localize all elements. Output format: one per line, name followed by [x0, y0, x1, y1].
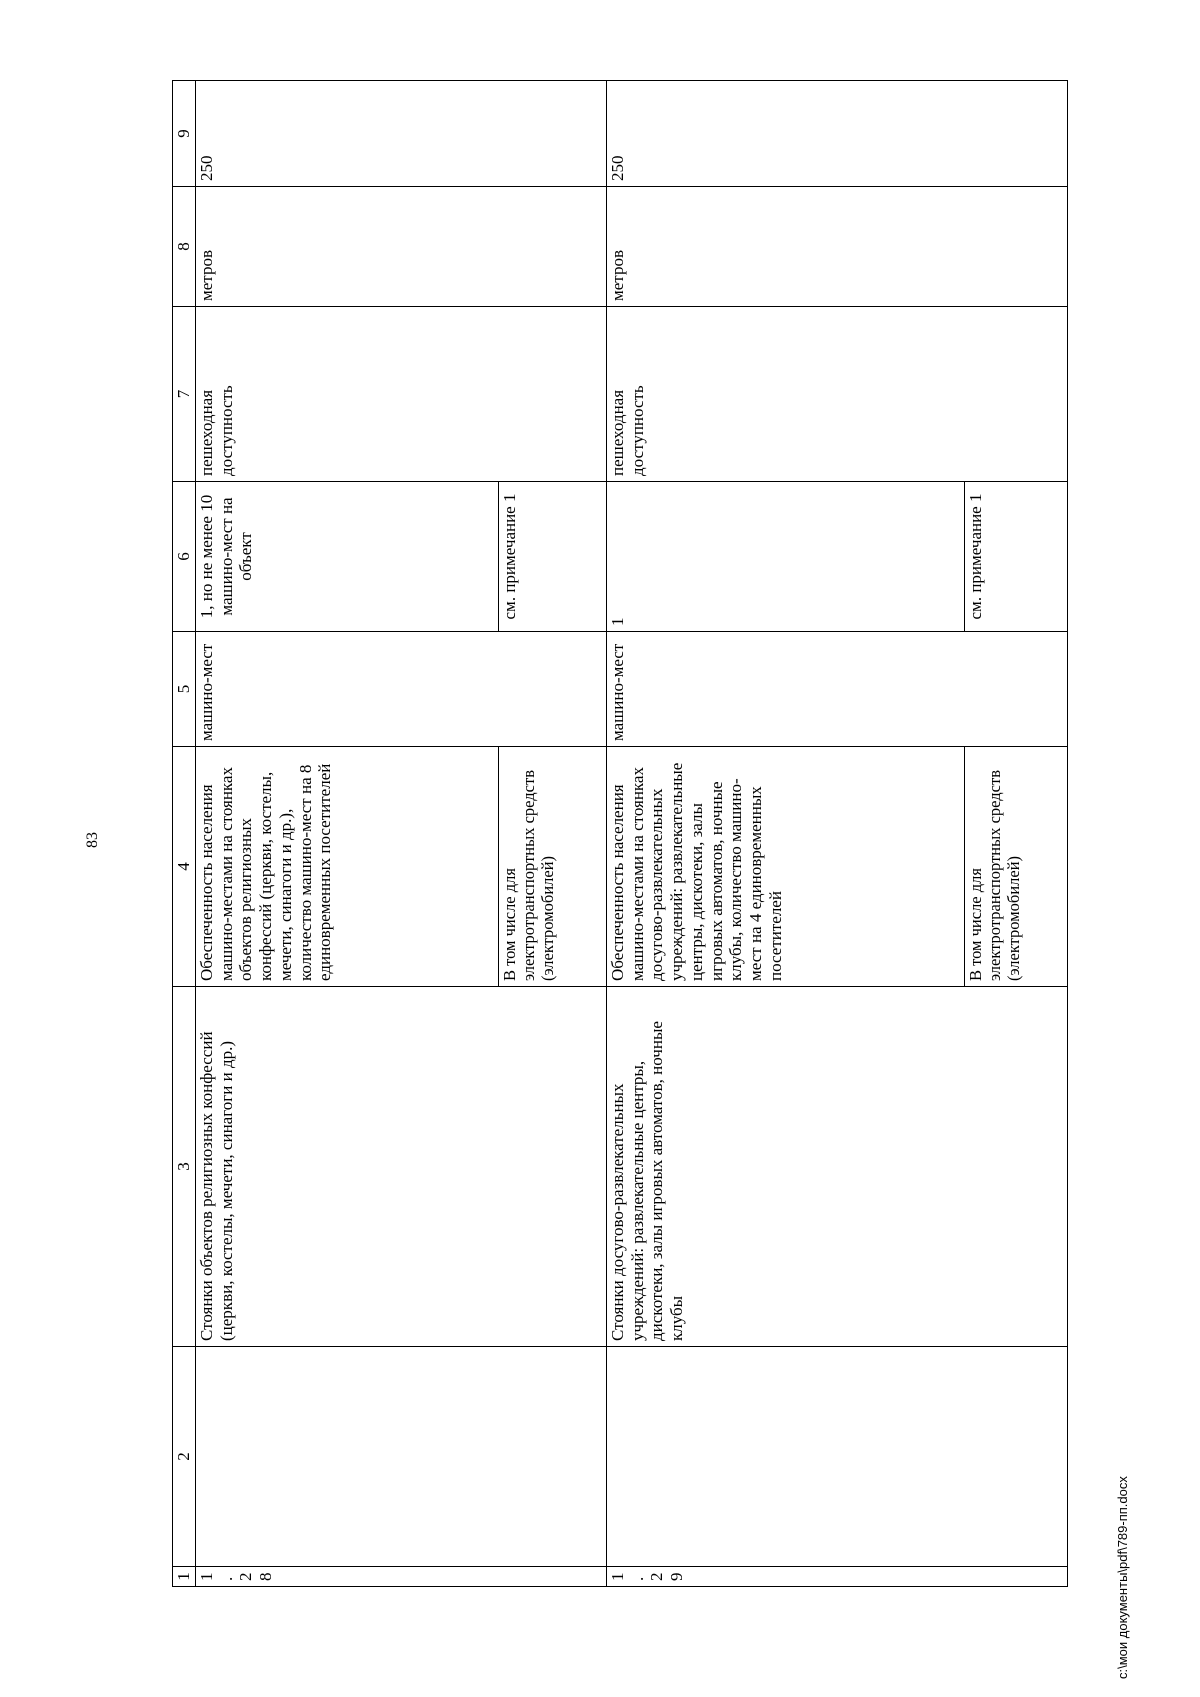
- column-header: 4: [173, 747, 196, 987]
- row-indicator: Обеспеченность населения машино-местами на стоянках досугово-развлекательных учреждений: развлекательные центры, дискотеки, залы игровых автоматов, ночные клубы, количество машино-мест на 4 единовременных посетителей: [607, 747, 965, 987]
- row-number: 1.29: [607, 1567, 1068, 1587]
- row-unit: машино-мест: [196, 632, 607, 747]
- column-header: 5: [173, 632, 196, 747]
- column-header: 2: [173, 1347, 196, 1567]
- row-value: 1: [607, 482, 965, 632]
- column-header: 7: [173, 307, 196, 482]
- row-sub-indicator: В том числе для электротранспортных средств (электромобилей): [965, 747, 1068, 987]
- rotated-table-wrapper: [172, 81, 1107, 1587]
- column-header: 1: [173, 1567, 196, 1587]
- row-sub-indicator: В том числе для электротранспортных средств (электромобилей): [499, 747, 607, 987]
- row-value: 1, но не менее 10 машино-мест на объект: [196, 482, 499, 632]
- column-header: 8: [173, 187, 196, 307]
- row-access-unit: метров: [607, 187, 1068, 307]
- row-name: Стоянки досугово-развлекательных учреждений: развлекательные центры, дискотеки, залы игровых автоматов, ночные клубы: [607, 987, 1068, 1347]
- column-header: 6: [173, 482, 196, 632]
- row-name: Стоянки объектов религиозных конфессий (церкви, костелы, мечети, синагоги и др.): [196, 987, 607, 1347]
- row-sub-value: см. примечание 1: [965, 482, 1068, 632]
- column-header: 9: [173, 81, 196, 187]
- page-number: 83: [84, 832, 101, 848]
- row-col2: [196, 1347, 607, 1567]
- row-sub-value: см. примечание 1: [499, 482, 607, 632]
- row-access-value: 250: [196, 81, 607, 187]
- row-unit: машино-мест: [607, 632, 1068, 747]
- row-access-value: 250: [607, 81, 1068, 187]
- column-header: 3: [173, 987, 196, 1347]
- header-row: [173, 81, 196, 1587]
- row-col2: [607, 1347, 1068, 1567]
- table-row: [196, 81, 499, 1587]
- row-access: пешеходная доступность: [196, 307, 607, 482]
- row-number: 1.28: [196, 1567, 607, 1587]
- row-access: пешеходная доступность: [607, 307, 1068, 482]
- norms-table: [172, 80, 1068, 1587]
- table-row: [607, 81, 965, 1587]
- row-indicator: Обеспеченность населения машино-местами на стоянках объектов религиозных конфессий (церкви, костелы, мечети, синагоги и др.), количество машино-мест на 8 единовременных посетителей: [196, 747, 499, 987]
- row-access-unit: метров: [196, 187, 607, 307]
- footer-file-path: c:\мои документы\pdf\789-пп.docx: [1115, 1476, 1130, 1679]
